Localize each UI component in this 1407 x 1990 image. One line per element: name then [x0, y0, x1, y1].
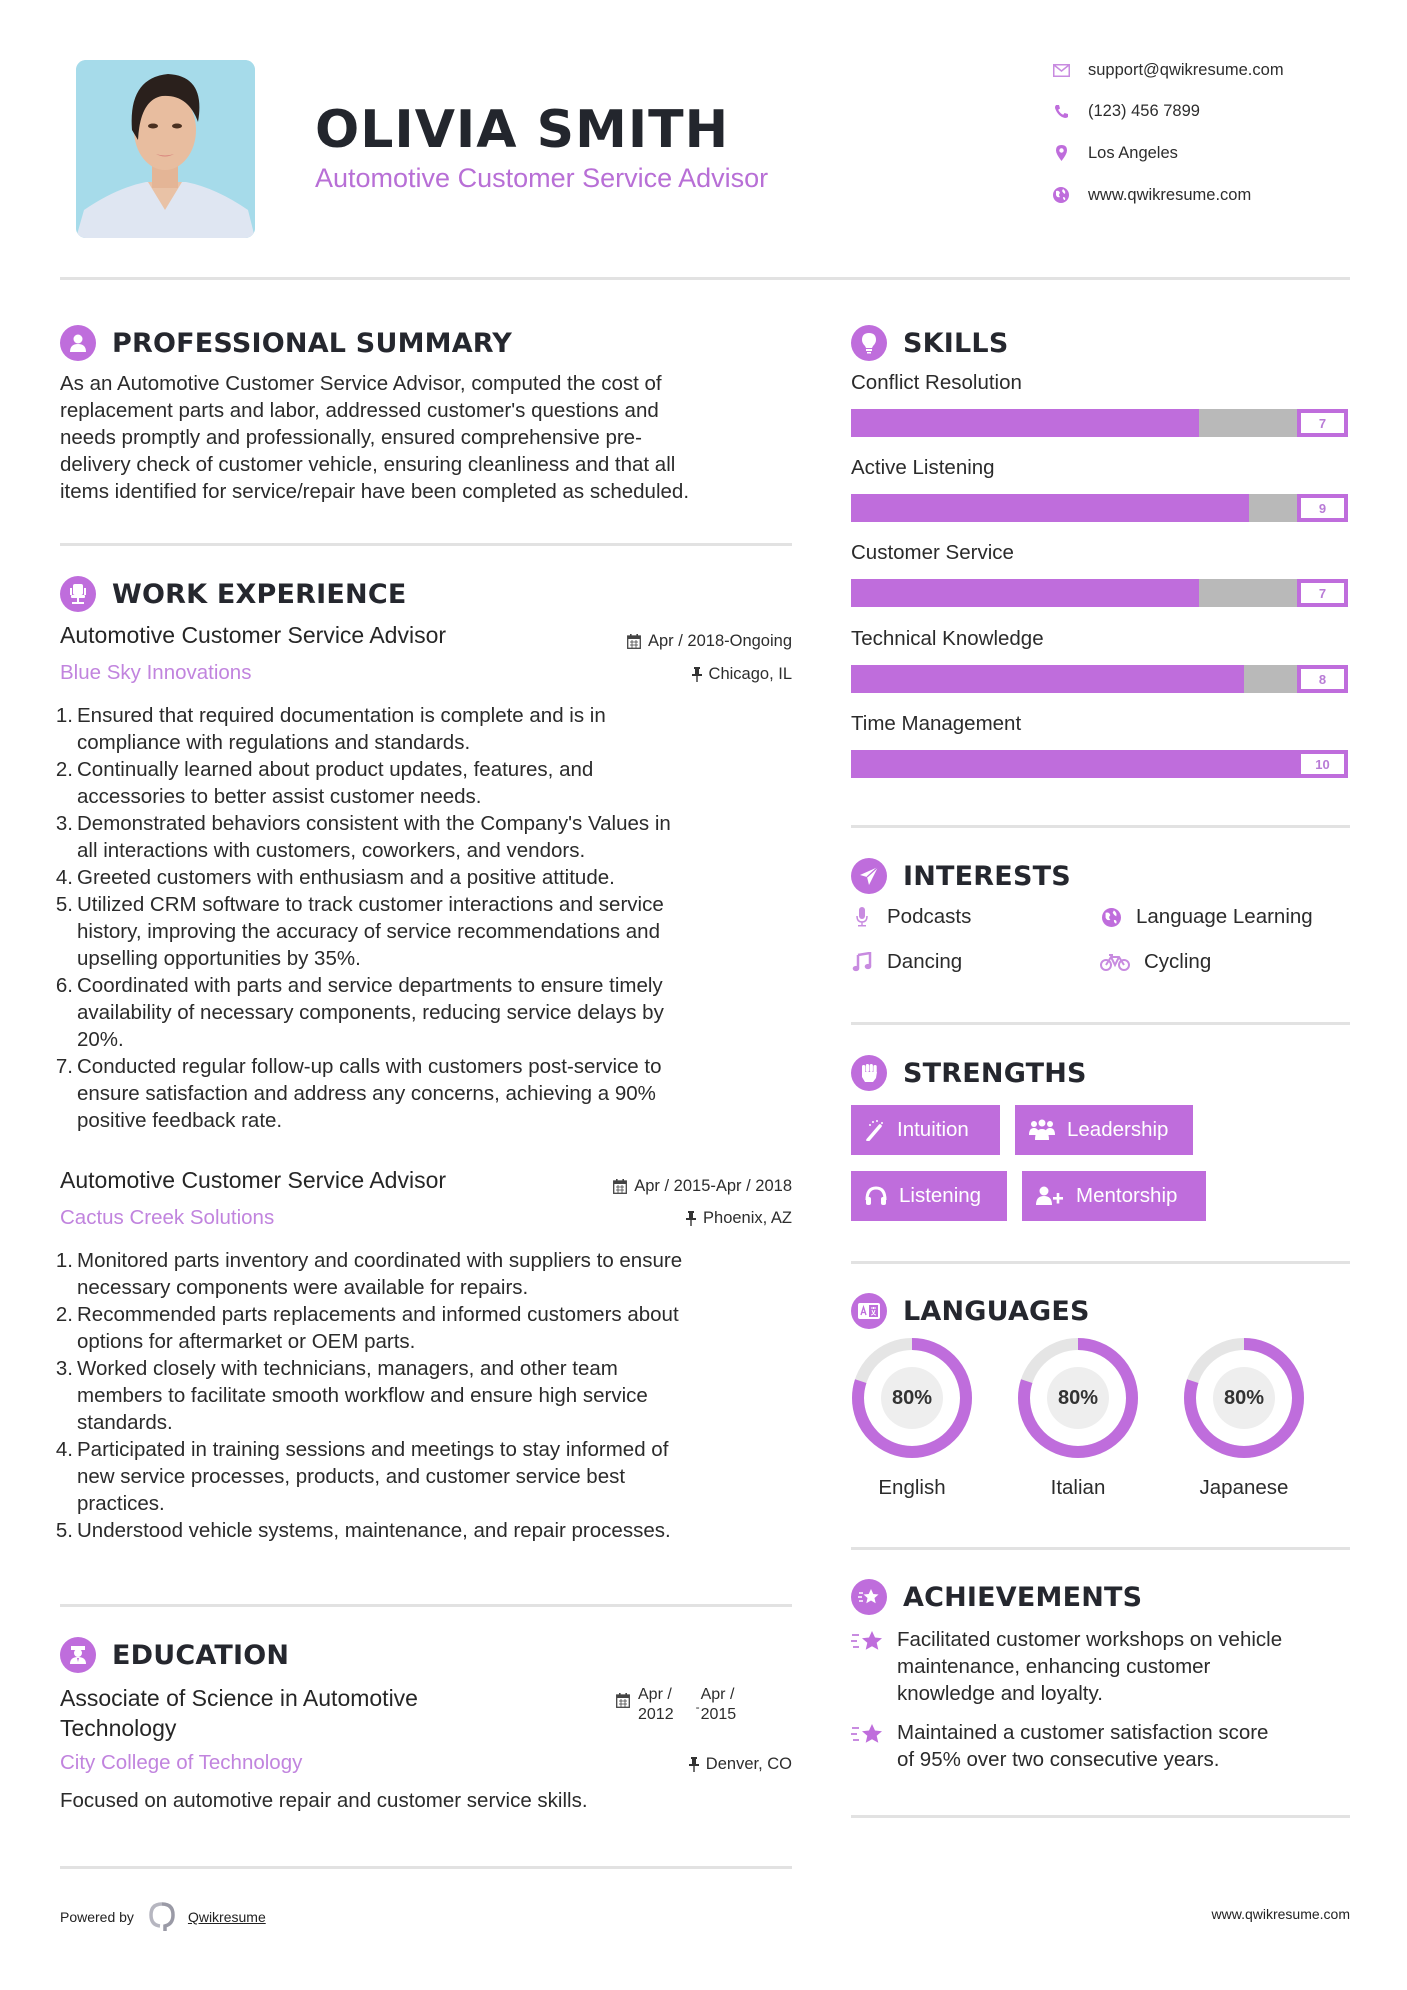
list-item: 2. Recommended parts replacements and informed customers about options for aftermarket or OEM parts. [55, 1303, 679, 1353]
calendar-icon [627, 634, 641, 649]
strength-leadership: Leadership [1015, 1105, 1193, 1155]
skill-bar-active-listening [851, 494, 1348, 522]
achievements-divider [851, 1815, 1350, 1818]
interests-divider [851, 1022, 1350, 1025]
globe-icon [1100, 908, 1122, 927]
degree-title: Associate of Science in Automotive Technology [60, 1685, 418, 1741]
contact-location [1050, 141, 1178, 165]
skill-bar-technical-knowledge [851, 665, 1348, 693]
job-location: Phoenix, AZ [492, 1209, 792, 1228]
skill-score: 10 [1297, 750, 1348, 778]
experience-divider [60, 1604, 792, 1607]
job-dates: Apr / 2015-Apr / 2018 [492, 1177, 792, 1196]
education-description: Focused on automotive repair and customer service skills. [60, 1789, 588, 1812]
paper-plane-icon [851, 858, 887, 894]
interest-language-learning: Language Learning [1100, 905, 1313, 929]
skill-label: Conflict Resolution [851, 371, 1022, 394]
summary-divider [60, 543, 792, 546]
job-bullets [53, 702, 813, 1134]
calendar-icon [616, 1693, 630, 1708]
bicycle-icon [1100, 953, 1130, 971]
strengths-divider [851, 1261, 1350, 1264]
job-bullets [53, 1247, 813, 1544]
pushpin-icon [692, 667, 702, 682]
skill-bar-customer-service [851, 579, 1348, 607]
skill-score: 7 [1297, 579, 1348, 607]
company-name: Cactus Creek Solutions [60, 1206, 275, 1229]
user-icon [60, 325, 96, 361]
language-percent: 80% [1223, 1386, 1265, 1409]
strength-listening: Listening [851, 1171, 1007, 1221]
summary-heading: PROFESSIONAL SUMMARY [60, 325, 512, 361]
achievement-item: Facilitated customer workshops on vehicle maintenance, enhancing customer knowledge and loyalty. [851, 1626, 1351, 1707]
map-pin-icon [1050, 144, 1072, 162]
skill-score: 8 [1297, 665, 1348, 693]
qwikresume-link[interactable]: Qwikresume [187, 1909, 266, 1925]
achievements-heading: ACHIEVEMENTS [851, 1579, 1142, 1615]
language-percent: 80% [1057, 1386, 1099, 1409]
achievement-item: Maintained a customer satisfaction score of 95% over two consecutive years. [851, 1719, 1351, 1773]
education-heading: EDUCATION [60, 1637, 289, 1673]
contact-email[interactable] [1050, 58, 1284, 82]
skill-bar-conflict-resolution [851, 409, 1348, 437]
music-note-icon [851, 952, 873, 972]
education-location: Denver, CO [492, 1755, 792, 1774]
languages-divider [851, 1547, 1350, 1550]
header-divider [60, 277, 1350, 280]
pushpin-icon [686, 1211, 696, 1226]
list-item: 2. Continually learned about product updates, features, and accessories to better assist customer needs. [55, 758, 594, 808]
list-item: 1. Monitored parts inventory and coordinated with suppliers to ensure necessary components were available for repairs. [55, 1249, 683, 1299]
summary-text: As an Automotive Customer Service Advisor, computed the cost of replacement parts and labor, addressed customer's questions and needs promptly and professionally, ensured comprehensive pre- delivery check of customer vehicle, ensuring cleanliness and that all items identified for service/repair have been completed as scheduled. [60, 372, 690, 503]
star-icon [851, 1626, 883, 1707]
candidate-title: Automotive Customer Service Advisor [315, 163, 769, 193]
star-badge-icon [851, 1579, 887, 1615]
user-plus-icon [1036, 1186, 1064, 1206]
language-donut-italian [1017, 1337, 1139, 1459]
fist-icon [851, 1055, 887, 1091]
education-dates: Apr / 2012 - Apr / 2015 [616, 1685, 736, 1725]
list-item: 5. Utilized CRM software to track customer interactions and service history, improving the accuracy of service recommendations and upselling opportunities by 35%. [55, 893, 664, 970]
footer-powered-by: Powered by Qwikresume [60, 1902, 266, 1932]
strengths-heading: STRENGTHS [851, 1055, 1087, 1091]
languages-heading: LANGUAGES [851, 1293, 1090, 1329]
graduate-icon [60, 1637, 96, 1673]
language-percent: 80% [891, 1386, 933, 1409]
users-icon [1029, 1119, 1055, 1141]
interest-dancing: Dancing [851, 950, 962, 974]
location-text: Los Angeles [1088, 143, 1178, 162]
skill-score: 7 [1297, 409, 1348, 437]
skill-bar-time-management [851, 750, 1348, 778]
school-name: City College of Technology [60, 1751, 303, 1774]
list-item: 1. Ensured that required documentation is complete and is in compliance with regulations and standards. [55, 704, 606, 754]
skill-score: 9 [1297, 494, 1348, 522]
qwikresume-logo-icon [148, 1902, 176, 1932]
interest-podcasts: Podcasts [851, 905, 971, 929]
job-location: Chicago, IL [492, 665, 792, 684]
email-text: support@qwikresume.com [1088, 60, 1284, 79]
lightbulb-icon [851, 325, 887, 361]
magic-wand-icon [865, 1119, 885, 1141]
phone-text: (123) 456 7899 [1088, 101, 1200, 120]
contact-website[interactable] [1050, 183, 1251, 207]
skills-divider [851, 825, 1350, 828]
list-item: 6. Coordinated with parts and service departments to ensure timely availability of necessary components, reducing service delays by 20%. [55, 974, 664, 1051]
pushpin-icon [689, 1757, 699, 1772]
globe-icon [1050, 186, 1072, 204]
contact-phone[interactable] [1050, 99, 1200, 123]
strength-intuition: Intuition [851, 1105, 1000, 1155]
language-icon [851, 1293, 887, 1329]
skill-label: Time Management [851, 712, 1022, 735]
strength-mentorship: Mentorship [1022, 1171, 1206, 1221]
star-icon [851, 1719, 883, 1773]
skill-label: Active Listening [851, 456, 995, 479]
phone-icon [1050, 102, 1072, 120]
office-chair-icon [60, 576, 96, 612]
job-title: Automotive Customer Service Advisor [60, 1167, 447, 1193]
language-label: English [878, 1476, 946, 1499]
language-donut-japanese [1183, 1337, 1305, 1459]
interests-heading: INTERESTS [851, 858, 1071, 894]
list-item: 3. Demonstrated behaviors consistent with the Company's Values in all interactions with customers, coworkers, and vendors. [55, 812, 671, 862]
experience-heading: WORK EXPERIENCE [60, 576, 406, 612]
list-item: 3. Worked closely with technicians, managers, and other team members to facilitate smooth workflow and ensure high service standards. [55, 1357, 648, 1434]
skill-label: Technical Knowledge [851, 627, 1044, 650]
job-dates: Apr / 2018-Ongoing [492, 632, 792, 651]
list-item: 5. Understood vehicle systems, maintenance, and repair processes. [55, 1519, 671, 1542]
education-divider [60, 1866, 792, 1869]
headphones-icon [865, 1186, 887, 1206]
footer-website-link[interactable]: www.qwikresume.com [1211, 1906, 1350, 1922]
language-donut-english [851, 1337, 973, 1459]
company-name: Blue Sky Innovations [60, 661, 252, 684]
skill-label: Customer Service [851, 541, 1014, 564]
calendar-icon [613, 1179, 627, 1194]
list-item: 4. Participated in training sessions and meetings to stay informed of new service processes, products, and customer service best practices. [55, 1438, 669, 1515]
job-title: Automotive Customer Service Advisor [60, 622, 447, 648]
profile-photo [76, 60, 255, 238]
list-item: 4. Greeted customers with enthusiasm and a positive attitude. [55, 866, 615, 889]
skills-heading: SKILLS [851, 325, 1008, 361]
interest-cycling: Cycling [1100, 950, 1211, 974]
language-label: Japanese [1199, 1476, 1289, 1499]
candidate-name: OLIVIA SMITH [315, 100, 730, 160]
website-text: www.qwikresume.com [1088, 185, 1252, 204]
envelope-icon [1050, 61, 1072, 79]
microphone-icon [851, 907, 873, 927]
list-item: 7. Conducted regular follow-up calls with customers post-service to ensure satisfaction and address any concerns, achieving a 90% positive feedback rate. [55, 1055, 662, 1132]
language-label: Italian [1050, 1476, 1106, 1499]
